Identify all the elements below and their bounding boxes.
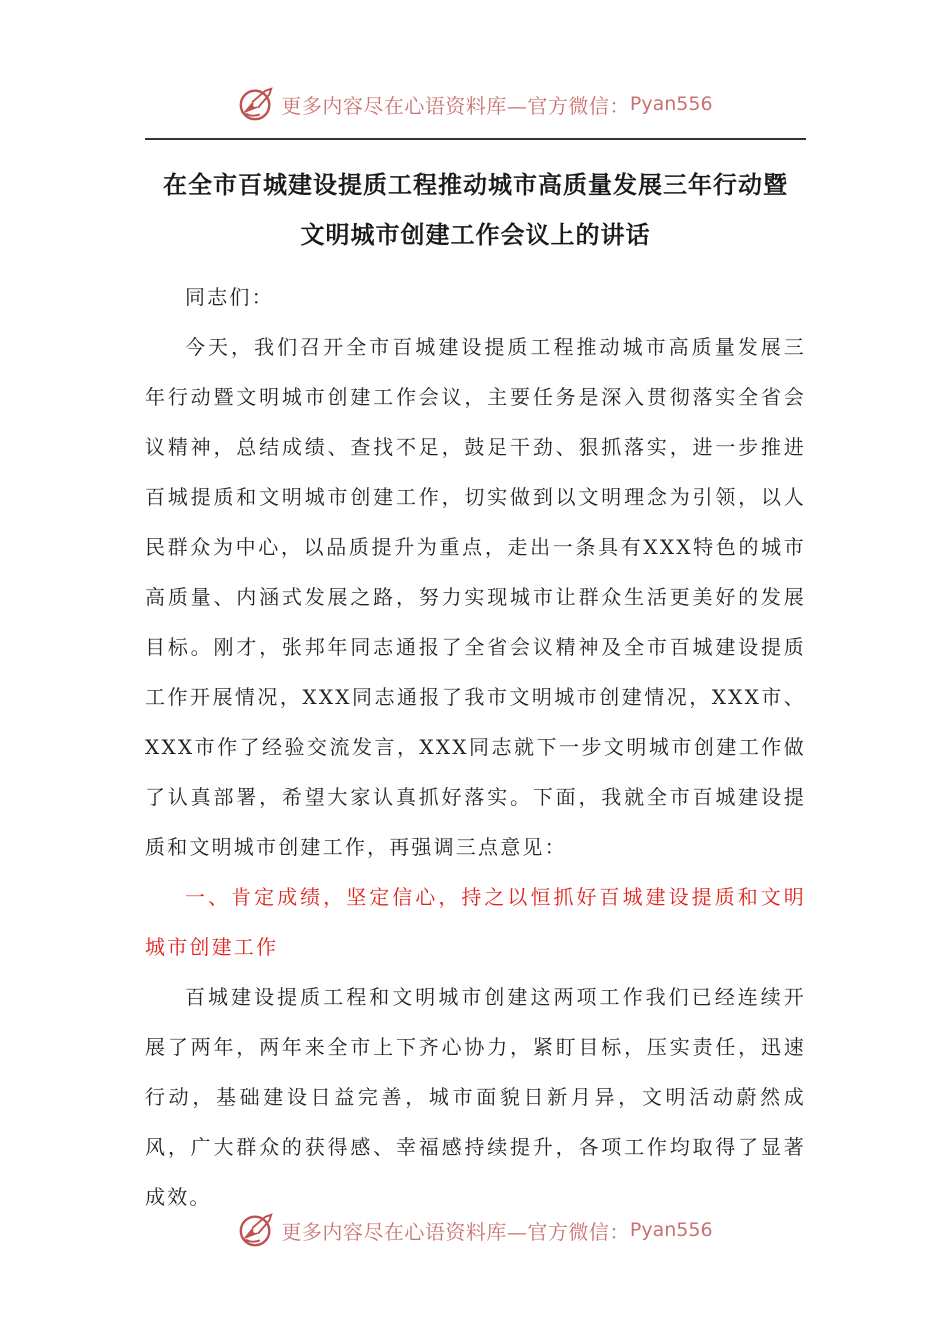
banner-text: 更多内容尽在心语资料库—官方微信： — [281, 1219, 630, 1244]
paragraph-1: 今天，我们召开全市百城建设提质工程推动城市高质量发展三年行动暨文明城市创建工作会议，主要任务是深入贯彻落实全省会议精神，总结成绩、查找不足，鼓足干劲、狠抓落实，进一步推进百城提质和文明城市创建工作，切实做到以文明理念为引领，以人民群众为中心，以品质提升为重点，走出一条具有XXX特色的城市高质量、内涵式发展之路，努力实现城市让群众生活更美好的发展目标。刚才，张邦年同志通报了全省会议精神及全市百城建设提质工作开展情况，XXX同志通报了我市文明城市创建情况，XXX市、XXX市作了经验交流发言，XXX同志就下一步文明城市创建工作做了认真部署，希望大家认真抓好落实。下面，我就全市百城建设提质和文明城市创建工作，再强调三点意见： — [145, 335, 806, 859]
pen-nib-logo-icon — [237, 1211, 275, 1249]
banner-contact: Pyan556 — [629, 93, 713, 115]
header-banner — [0, 82, 950, 126]
document-body — [145, 272, 806, 1222]
banner-text: 更多内容尽在心语资料库—官方微信： — [281, 93, 630, 118]
title-line-2: 文明城市创建工作会议上的讲话 — [300, 220, 651, 249]
title-line-1: 在全市百城建设提质工程推动城市高质量发展三年行动暨 — [163, 170, 788, 199]
section-1-heading: 一、肯定成绩，坚定信心，持之以恒抓好百城建设提质和文明城市创建工作 — [145, 885, 806, 959]
pen-nib-logo-icon — [237, 85, 275, 123]
header-divider — [145, 138, 806, 140]
banner-contact: Pyan556 — [629, 1219, 713, 1241]
salutation: 同志们： — [185, 285, 274, 309]
footer-banner — [0, 1208, 950, 1252]
document-title — [145, 160, 806, 260]
paragraph-2: 百城建设提质工程和文明城市创建这两项工作我们已经连续开展了两年，两年来全市上下齐心协力，紧盯目标，压实责任，迅速行动，基础建设日益完善，城市面貌日新月异，文明活动蔚然成风，广大群众的获得感、幸福感持续提升，各项工作均取得了显著成效。 — [145, 985, 806, 1209]
